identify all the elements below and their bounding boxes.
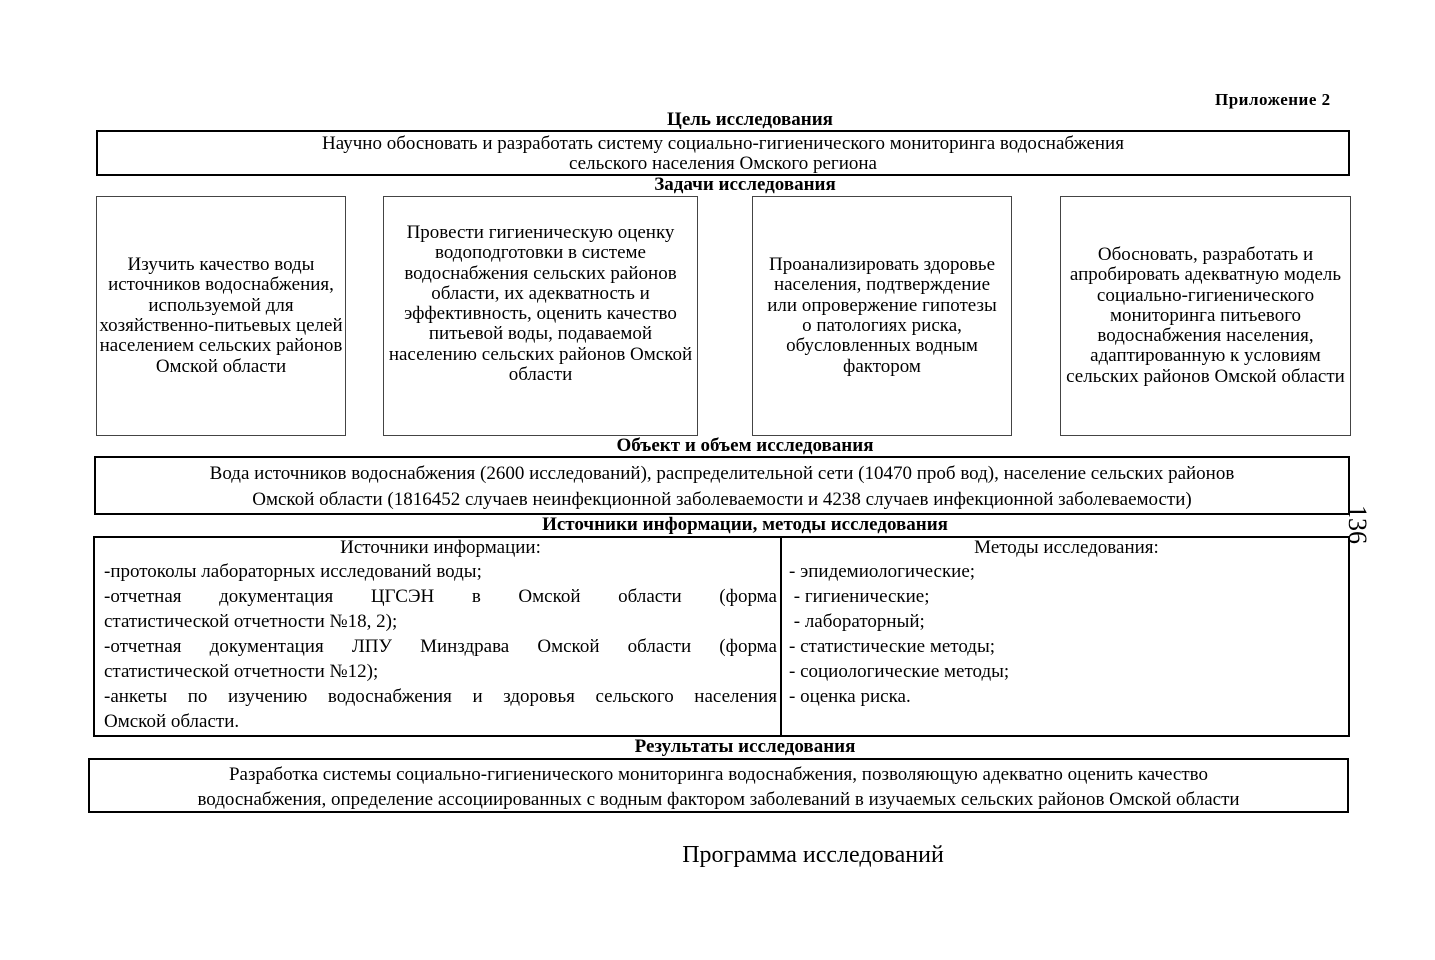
results-text-line2: водоснабжения, определение ассоциированных с водным фактором заболеваний в изучаемых сельских районов Омской области: [197, 789, 1240, 810]
sources-heading: Источники информации, методы исследования: [542, 514, 948, 535]
sources-right-line: - гигиенические;: [789, 586, 930, 607]
sources-right-title: Методы исследования:: [974, 537, 1159, 558]
caption: Программа исследований: [682, 842, 944, 868]
sources-right-line: - оценка риска.: [789, 686, 911, 707]
task-box-3: [752, 196, 1012, 436]
sources-left-line: статистической отчетности №12);: [104, 661, 379, 682]
results-box: [88, 758, 1349, 813]
sources-left-line: -анкеты по изучению водоснабжения и здоровья сельского населения: [104, 686, 777, 707]
goal-text-line2: сельского населения Омского региона: [569, 153, 877, 174]
sources-left-line: статистической отчетности №18, 2);: [104, 611, 398, 632]
sources-left-line: Омской области.: [104, 711, 240, 732]
page-number: 136: [1343, 505, 1372, 544]
sources-left-title: Источники информации:: [340, 537, 541, 558]
task-box-2: [383, 196, 698, 436]
task-text-3: Проанализировать здоровье населения, подтверждение или опровержение гипотезы о патологиях риска, обусловленных водным фактором: [767, 254, 997, 377]
sources-divider: [780, 536, 782, 737]
task-text-4: Обосновать, разработать и апробировать адекватную модель социально-гигиенического мониторинга питьевого водоснабжения населения, адаптированную к условиям сельских районов Омской области: [1066, 243, 1345, 387]
task-box-4: [1060, 196, 1351, 436]
sources-left-col: [104, 537, 777, 734]
sources-left-line: -протоколы лабораторных исследований воды;: [104, 561, 482, 582]
sources-table: [93, 536, 1350, 737]
task-text-1: Изучить качество воды источников водоснабжения, используемой для хозяйственно-питьевых целей населением сельских районов Омской области: [99, 254, 343, 377]
results-heading: Результаты исследования: [634, 736, 856, 757]
object-text-line2: Омской области (1816452 случаев неинфекционной заболеваемости и 4238 случаев инфекционной заболеваемости): [252, 489, 1192, 510]
sources-right-line: - лабораторный;: [789, 611, 925, 632]
goal-box: [96, 130, 1350, 176]
sources-right-col: [789, 537, 1344, 709]
object-text-line1: Вода источников водоснабжения (2600 исследований), распределительной сети (10470 проб вод), население сельских районов: [209, 463, 1235, 484]
results-text-line1: Разработка системы социально-гигиенического мониторинга водоснабжения, позволяющую адекватно оценить качество: [228, 764, 1208, 785]
sources-right-line: - эпидемиологические;: [789, 561, 976, 582]
goal-text-line1: Научно обосновать и разработать систему социально-гигиенического мониторинга водоснабжения: [322, 133, 1124, 154]
sources-left-line: -отчетная документация ЛПУ Минздрава Омской области (форма: [104, 636, 777, 657]
object-box: [94, 456, 1350, 515]
appendix-label: Приложение 2: [1215, 90, 1331, 109]
sources-right-line: - социологические методы;: [789, 661, 1010, 682]
task-text-2: Провести гигиеническую оценку водоподготовки в системе водоснабжения сельских районов области, их адекватность и эффективность, оценить качество питьевой воды, подаваемой населению сельских районов Омской области: [388, 222, 693, 386]
task-box-1: [96, 196, 346, 436]
sources-right-line: - статистические методы;: [789, 636, 996, 657]
object-heading: Объект и объем исследования: [616, 435, 874, 456]
tasks-heading: Задачи исследования: [654, 174, 836, 195]
goal-heading: Цель исследования: [667, 109, 833, 130]
sources-left-line: -отчетная документация ЦГСЭН в Омской области (форма: [104, 586, 777, 607]
